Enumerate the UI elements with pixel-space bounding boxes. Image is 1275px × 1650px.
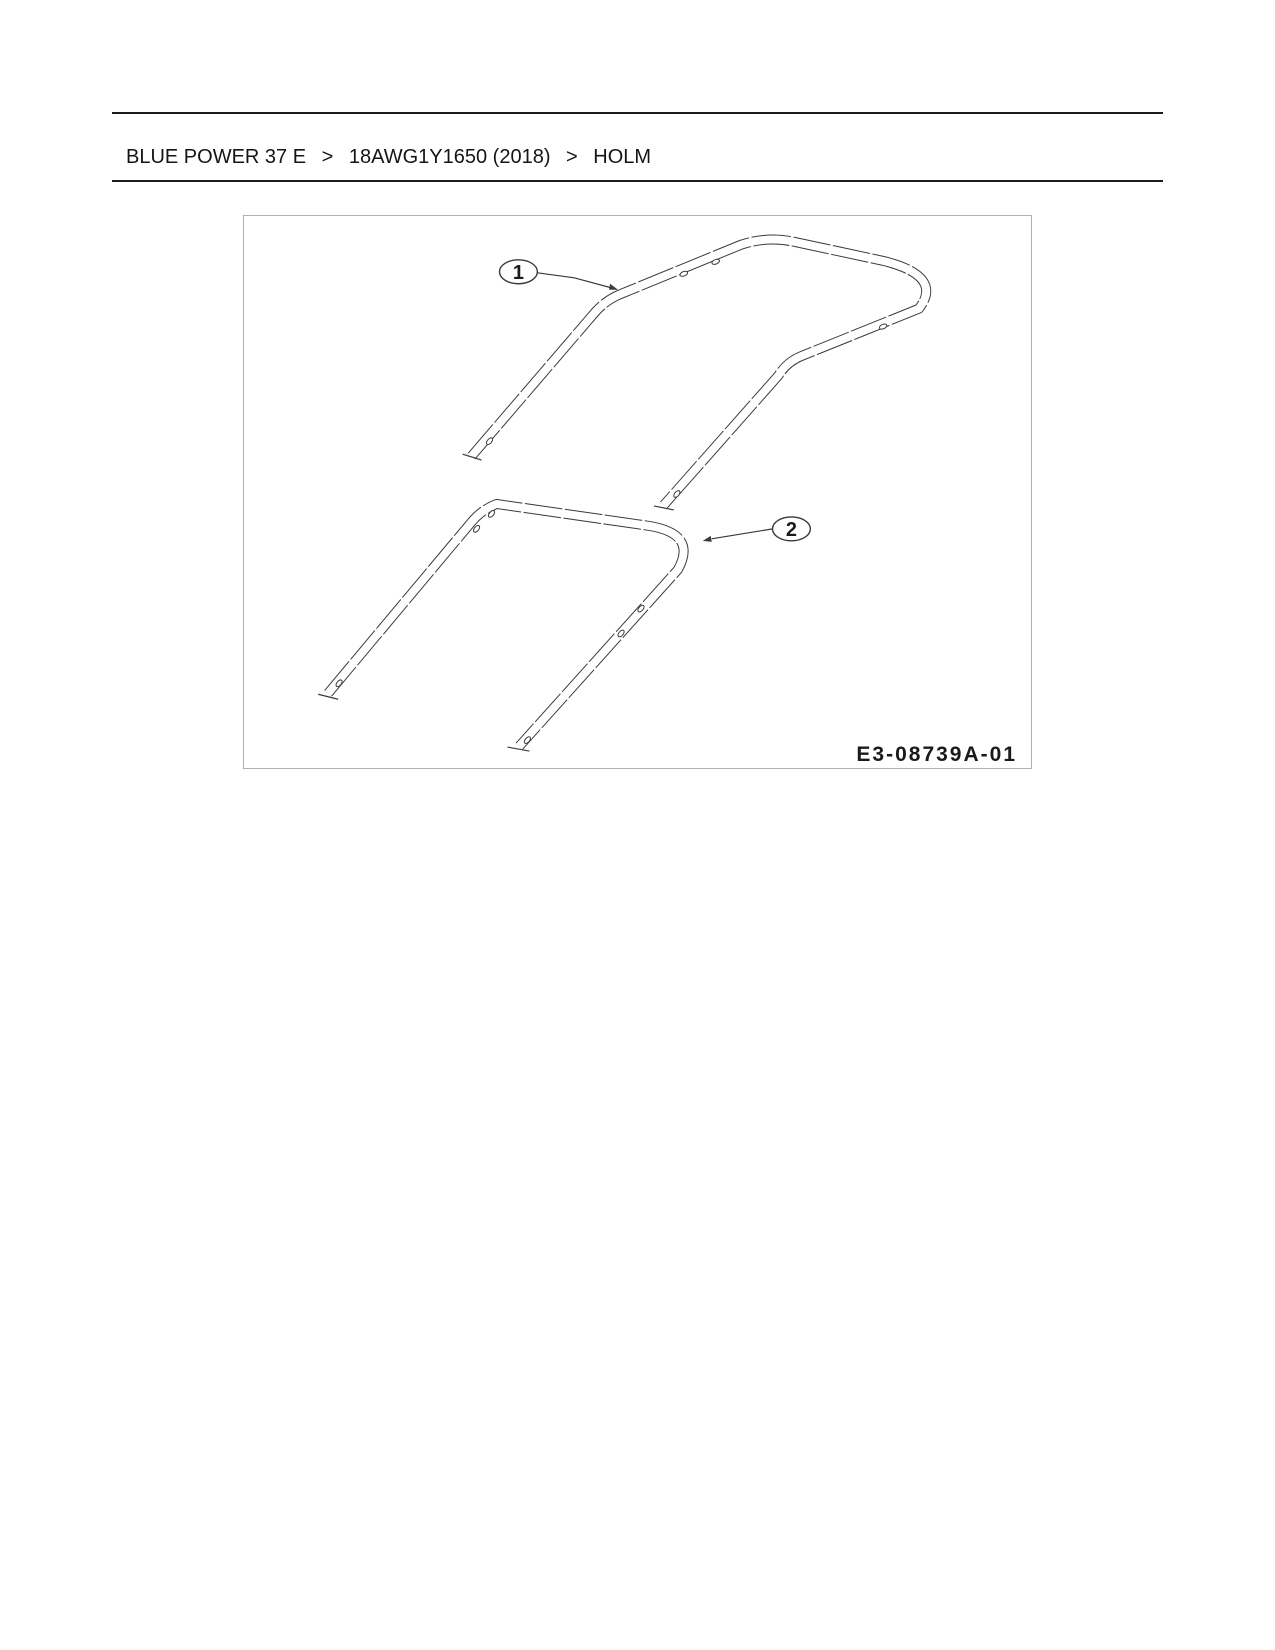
breadcrumb-item-model[interactable]: BLUE POWER 37 E [126, 146, 307, 168]
callout-leader-2 [703, 529, 773, 542]
leader-arrowhead [703, 536, 712, 542]
handlebar-diagram [244, 216, 1031, 768]
tube-end-cap [654, 506, 674, 510]
callout-2-label: 2 [785, 518, 797, 541]
breadcrumb-separator: > [566, 146, 578, 168]
tube-end-cap [318, 694, 338, 699]
diagram-code: E3-08739A-01 [856, 743, 1017, 766]
top-rule [112, 112, 1163, 114]
tube-end-cap [507, 747, 529, 751]
breadcrumb-separator: > [321, 146, 334, 168]
callout-1-label: 1 [512, 261, 524, 284]
callout-leader-1 [537, 273, 618, 290]
callout-1[interactable] [500, 260, 538, 284]
leader-arrowhead [609, 284, 618, 290]
header-rule [112, 180, 1163, 182]
breadcrumb-item-assembly[interactable]: HOLM [593, 146, 652, 168]
breadcrumb [126, 145, 651, 169]
callout-2[interactable] [773, 517, 811, 541]
lower-handle-drawing [318, 504, 683, 751]
breadcrumb-item-article[interactable]: 18AWG1Y1650 (2018) [348, 146, 551, 168]
diagram-box [243, 215, 1032, 769]
